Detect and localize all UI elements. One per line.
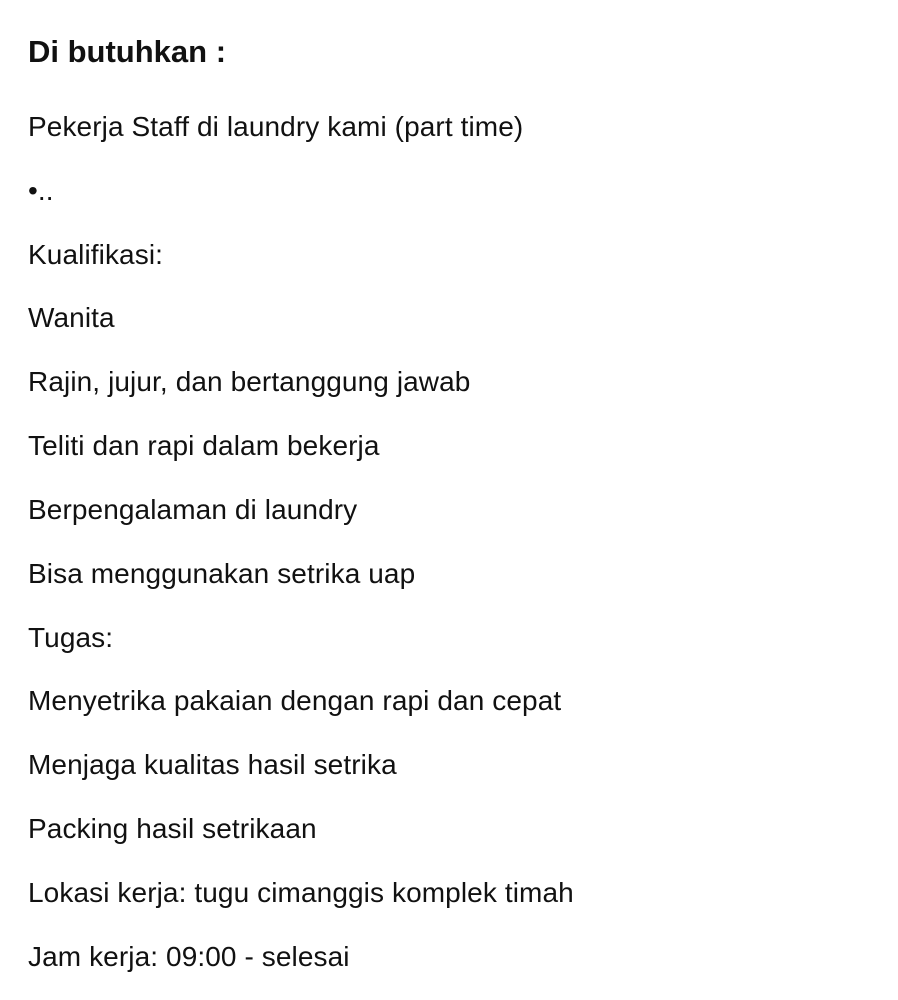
- duty-item: Menjaga kualitas hasil setrika: [28, 749, 397, 780]
- work-hours-line: Jam kerja: 09:00 - selesai: [28, 941, 350, 972]
- qualification-item: Bisa menggunakan setrika uap: [28, 558, 416, 589]
- document-title: Di butuhkan :: [28, 34, 227, 69]
- qualification-item: Teliti dan rapi dalam bekerja: [28, 430, 380, 461]
- duties-heading: Tugas:: [28, 622, 114, 653]
- separator-dots-line: •..: [28, 175, 54, 206]
- job-position-line: Pekerja Staff di laundry kami (part time): [28, 111, 524, 142]
- qualifications-heading: Kualifikasi:: [28, 239, 164, 270]
- qualification-item: Wanita: [28, 302, 115, 333]
- duty-item: Packing hasil setrikaan: [28, 813, 317, 844]
- duty-item: Menyetrika pakaian dengan rapi dan cepat: [28, 685, 562, 716]
- qualification-item: Rajin, jujur, dan bertanggung jawab: [28, 366, 471, 397]
- qualification-item: Berpengalaman di laundry: [28, 494, 358, 525]
- work-location-line: Lokasi kerja: tugu cimanggis komplek timah: [28, 877, 574, 908]
